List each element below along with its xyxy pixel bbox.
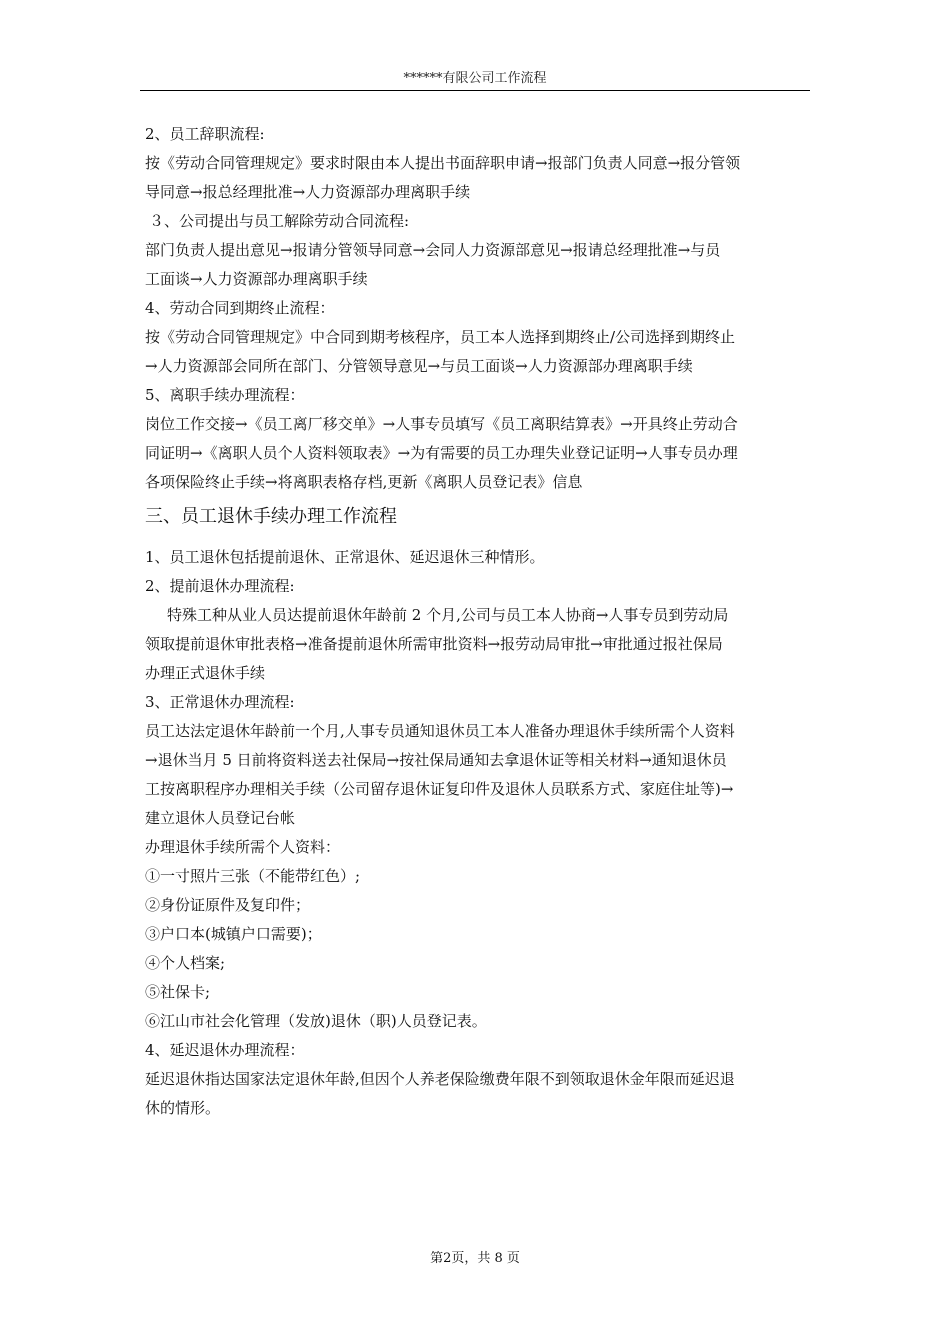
text-line: 延迟退休指达国家法定退休年龄,但因个人养老保险缴费年限不到领取退休金年限而延迟退 <box>145 1070 735 1088</box>
text-line: 休的情形。 <box>145 1099 221 1117</box>
text-line: ３、公司提出与员工解除劳动合同流程: <box>149 212 410 230</box>
page-number: 第2页，共 8 页 <box>430 1251 520 1266</box>
text-line: 工按离职程序办理相关手续（公司留存退休证复印件及退休人员联系方式、家庭住址等)→ <box>145 780 734 798</box>
list-item: ⑤社保卡; <box>145 983 211 1001</box>
text-line: →人力资源部会同所在部门、分管领导意见→与员工面谈→人力资源部办理离职手续 <box>145 357 693 375</box>
text-line: 员工达法定退休年龄前一个月,人事专员通知退休员工本人准备办理退休手续所需个人资料 <box>145 722 735 740</box>
text-line: 岗位工作交接→《员工离厂移交单》→人事专员填写《员工离职结算表》→开具终止劳动合 <box>145 415 738 433</box>
text-line: 3、正常退休办理流程: <box>145 693 295 711</box>
list-item: ①一寸照片三张（不能带红色）; <box>145 867 361 885</box>
text-line: 特殊工种从业人员达提前退休年龄前 2 个月,公司与员工本人协商→人事专员到劳动局 <box>167 606 729 624</box>
section-heading: 三、员工退休手续办理工作流程 <box>145 506 397 527</box>
list-item: ④个人档案; <box>145 954 226 972</box>
text-line: 2、提前退休办理流程: <box>145 577 295 595</box>
list-item: ⑥江山市社会化管理（发放)退休（职)人员登记表。 <box>145 1012 487 1030</box>
document-body <box>145 120 810 1123</box>
text-line: 4、延迟退休办理流程： <box>145 1041 305 1059</box>
text-line: 按《劳动合同管理规定》中合同到期考核程序，员工本人选择到期终止/公司选择到期终止 <box>145 328 736 346</box>
text-line: 工面谈→人力资源部办理离职手续 <box>145 270 368 288</box>
text-line: 建立退休人员登记台帐 <box>145 809 296 827</box>
text-line: 领取提前退休审批表格→准备提前退休所需审批资料→报劳动局审批→审批通过报社保局 <box>145 635 723 653</box>
text-line: 部门负责人提出意见→报请分管领导同意→会同人力资源部意见→报请总经理批准→与员 <box>145 241 721 259</box>
text-line: 同证明→《离职人员个人资料领取表》→为有需要的员工办理失业登记证明→人事专员办理 <box>145 444 738 462</box>
text-line: 2、员工辞职流程: <box>145 125 265 143</box>
list-item: ③户口本(城镇户口需要)； <box>145 925 322 943</box>
text-line: 按《劳动合同管理规定》要求时限由本人提出书面辞职申请→报部门负责人同意→报分管领 <box>145 154 741 172</box>
text-line: 4、劳动合同到期终止流程： <box>145 299 335 317</box>
text-line: 导同意→报总经理批准→人力资源部办理离职手续 <box>145 183 471 201</box>
text-line: 办理退休手续所需个人资料： <box>145 838 341 856</box>
text-line: 各项保险终止手续→将离职表格存档,更新《离职人员登记表》信息 <box>145 473 583 491</box>
text-line: 5、离职手续办理流程： <box>145 386 305 404</box>
page-header-title: ******有限公司工作流程 <box>403 71 547 86</box>
header-rule <box>140 90 810 91</box>
list-item: ②身份证原件及复印件； <box>145 896 311 914</box>
text-line: →退休当月 5 日前将资料送去社保局→按社保局通知去拿退休证等相关材料→通知退休员 <box>145 751 727 769</box>
text-line: 办理正式退休手续 <box>145 664 266 682</box>
text-line: 1、员工退休包括提前退休、正常退休、延迟退休三种情形。 <box>145 548 545 566</box>
